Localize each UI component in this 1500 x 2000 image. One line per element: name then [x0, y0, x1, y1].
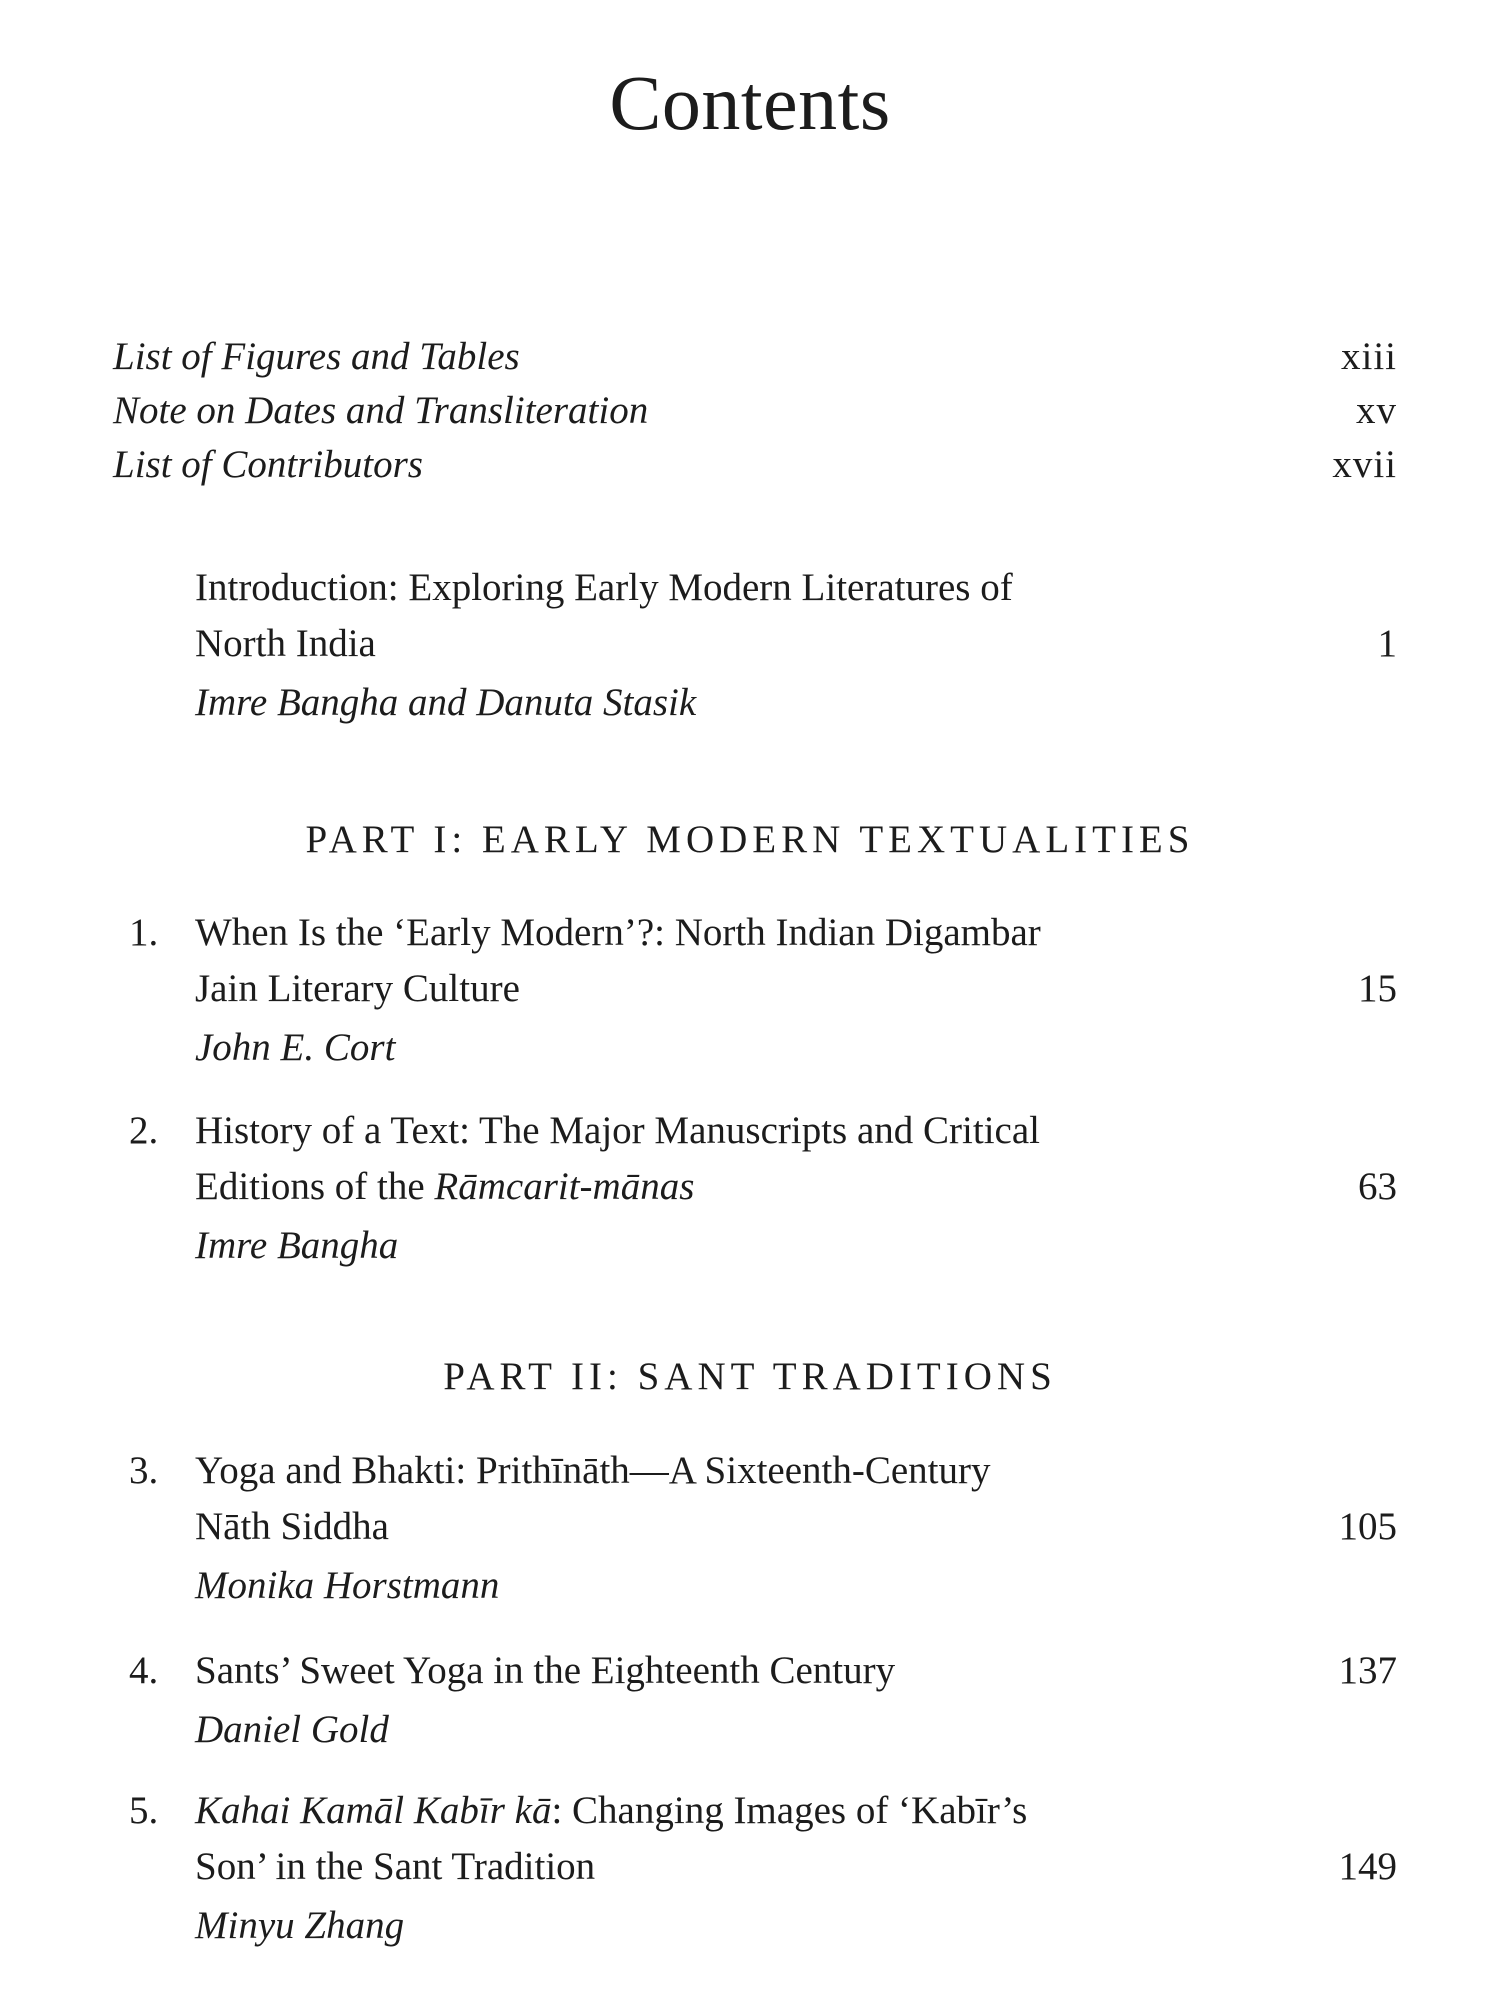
entry-page-number: 15: [1358, 967, 1397, 1010]
chapter-number: 4.: [129, 1649, 159, 1692]
part-heading: PART II: SANT TRADITIONS: [443, 1355, 1057, 1398]
entry-title-line: North India: [195, 622, 376, 665]
entry-title-line: [195, 1783, 1195, 1839]
entry-author: Monika Horstmann: [195, 1564, 500, 1607]
entry-author: Daniel Gold: [195, 1708, 389, 1751]
front-matter-item[interactable]: [113, 330, 1397, 384]
front-matter-item[interactable]: [113, 438, 1397, 492]
entry-title-line: History of a Text: The Major Manuscripts and Critical: [195, 1109, 1040, 1152]
front-matter-item[interactable]: [113, 384, 1397, 438]
entry-title-line: When Is the ‘Early Modern’?: North Indian Digambar: [195, 911, 1041, 954]
entry-page-number: 137: [1338, 1649, 1397, 1692]
entry-title-line: Introduction: Exploring Early Modern Literatures of: [195, 566, 1013, 609]
toc-entry-chapter-4[interactable]: [113, 1643, 1397, 1758]
front-matter-title: List of Contributors: [113, 443, 423, 486]
chapter-number: 3.: [129, 1449, 159, 1492]
entry-title-italic: Rāmcarit-mānas: [434, 1165, 695, 1208]
entry-page-number: 1: [1377, 622, 1397, 665]
chapter-number: 5.: [129, 1789, 159, 1832]
entry-title-line: Nāth Siddha: [195, 1505, 389, 1548]
front-matter-page: xv: [1356, 389, 1397, 432]
chapter-number: 1.: [129, 911, 159, 954]
toc-entry-chapter-2[interactable]: [113, 1103, 1397, 1274]
entry-author: Imre Bangha and Danuta Stasik: [195, 681, 697, 724]
entry-page-number: 63: [1358, 1165, 1397, 1208]
entry-title-line: Sants’ Sweet Yoga in the Eighteenth Century: [195, 1649, 896, 1692]
entry-author: Minyu Zhang: [195, 1904, 405, 1947]
front-matter-page: xiii: [1340, 335, 1397, 378]
page-title: Contents: [609, 59, 891, 146]
toc-entry-introduction[interactable]: [113, 560, 1397, 731]
entry-author: John E. Cort: [195, 1026, 396, 1069]
toc-entry-chapter-3[interactable]: [113, 1443, 1397, 1614]
entry-title-italic: Kahai Kamāl Kabīr kā: [195, 1789, 552, 1832]
entry-title-line: Son’ in the Sant Tradition: [195, 1845, 596, 1888]
entry-title-text: : Changing Images of ‘Kabīr’s: [551, 1789, 1028, 1832]
entry-author: Imre Bangha: [195, 1224, 399, 1267]
entry-page-number: 105: [1338, 1505, 1397, 1548]
front-matter-list: [113, 330, 1397, 492]
toc-entry-chapter-5[interactable]: [113, 1783, 1397, 1954]
entry-title-line: Jain Literary Culture: [195, 967, 520, 1010]
front-matter-title: List of Figures and Tables: [113, 335, 520, 378]
front-matter-page: xvii: [1332, 443, 1397, 486]
part-heading: PART I: EARLY MODERN TEXTUALITIES: [305, 818, 1195, 861]
entry-title-line: Yoga and Bhakti: Prithīnāth—A Sixteenth-Century: [195, 1449, 991, 1492]
chapter-number: 2.: [129, 1109, 159, 1152]
toc-entry-chapter-1[interactable]: [113, 905, 1397, 1076]
entry-title-line: [195, 1159, 1195, 1215]
entry-page-number: 149: [1338, 1845, 1397, 1888]
front-matter-title: Note on Dates and Transliteration: [113, 389, 649, 432]
entry-title-text: Editions of the: [195, 1165, 435, 1208]
